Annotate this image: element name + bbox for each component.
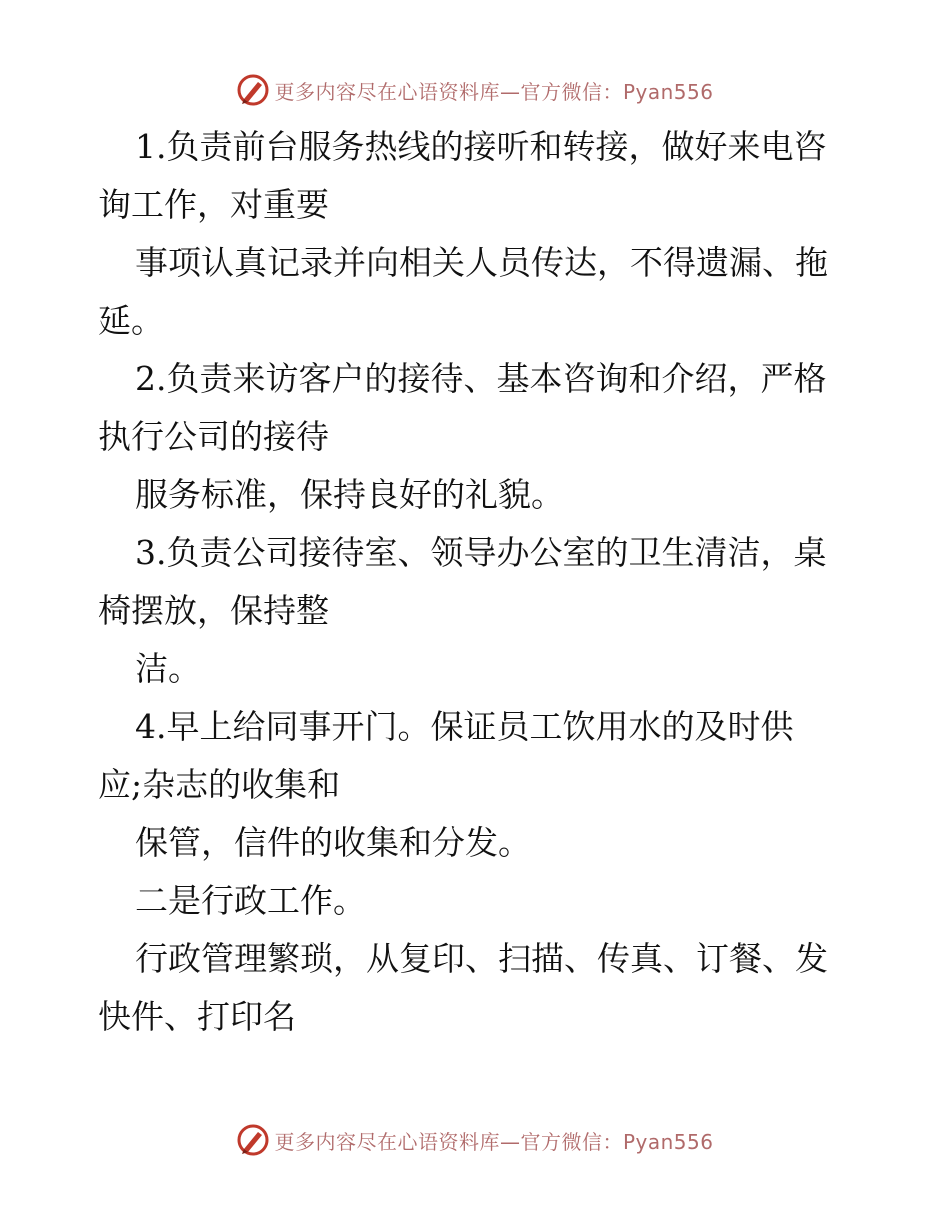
text-line: 询工作，对重要 [98,185,329,224]
document-body [98,118,858,1046]
text-line: 应;杂志的收集和 [98,765,341,804]
text-line: 执行公司的接待 [98,417,329,456]
text-line: 快件、打印名 [98,997,296,1036]
text-line: 2.负责来访客户的接待、基本咨询和介绍，严格 [135,359,827,398]
text-line: 椅摆放，保持整 [98,591,329,630]
text-line: 事项认真记录并向相关人员传达，不得遗漏、拖 [135,243,828,282]
text-line: 二是行政工作。 [135,881,366,920]
text-line: 延。 [98,301,164,340]
text-line: 1.负责前台服务热线的接听和转接，做好来电咨 [135,127,827,166]
red-pen-logo-icon [236,73,270,107]
text-line: 保管，信件的收集和分发。 [135,823,531,862]
page-footer [0,1120,950,1160]
text-line: 行政管理繁琐，从复印、扫描、传真、订餐、发 [135,939,828,978]
footer-text: 更多内容尽在心语资料库—官方微信：Pyan556 [274,1129,714,1154]
text-line: 洁。 [135,649,201,688]
text-line: 3.负责公司接待室、领导办公室的卫生清洁，桌 [135,533,827,572]
header-text: 更多内容尽在心语资料库—官方微信：Pyan556 [274,79,714,104]
text-line: 4.早上给同事开门。保证员工饮用水的及时供 [135,707,794,746]
page-header [0,70,950,110]
red-pen-logo-icon [236,1123,270,1157]
text-line: 服务标准，保持良好的礼貌。 [135,475,564,514]
